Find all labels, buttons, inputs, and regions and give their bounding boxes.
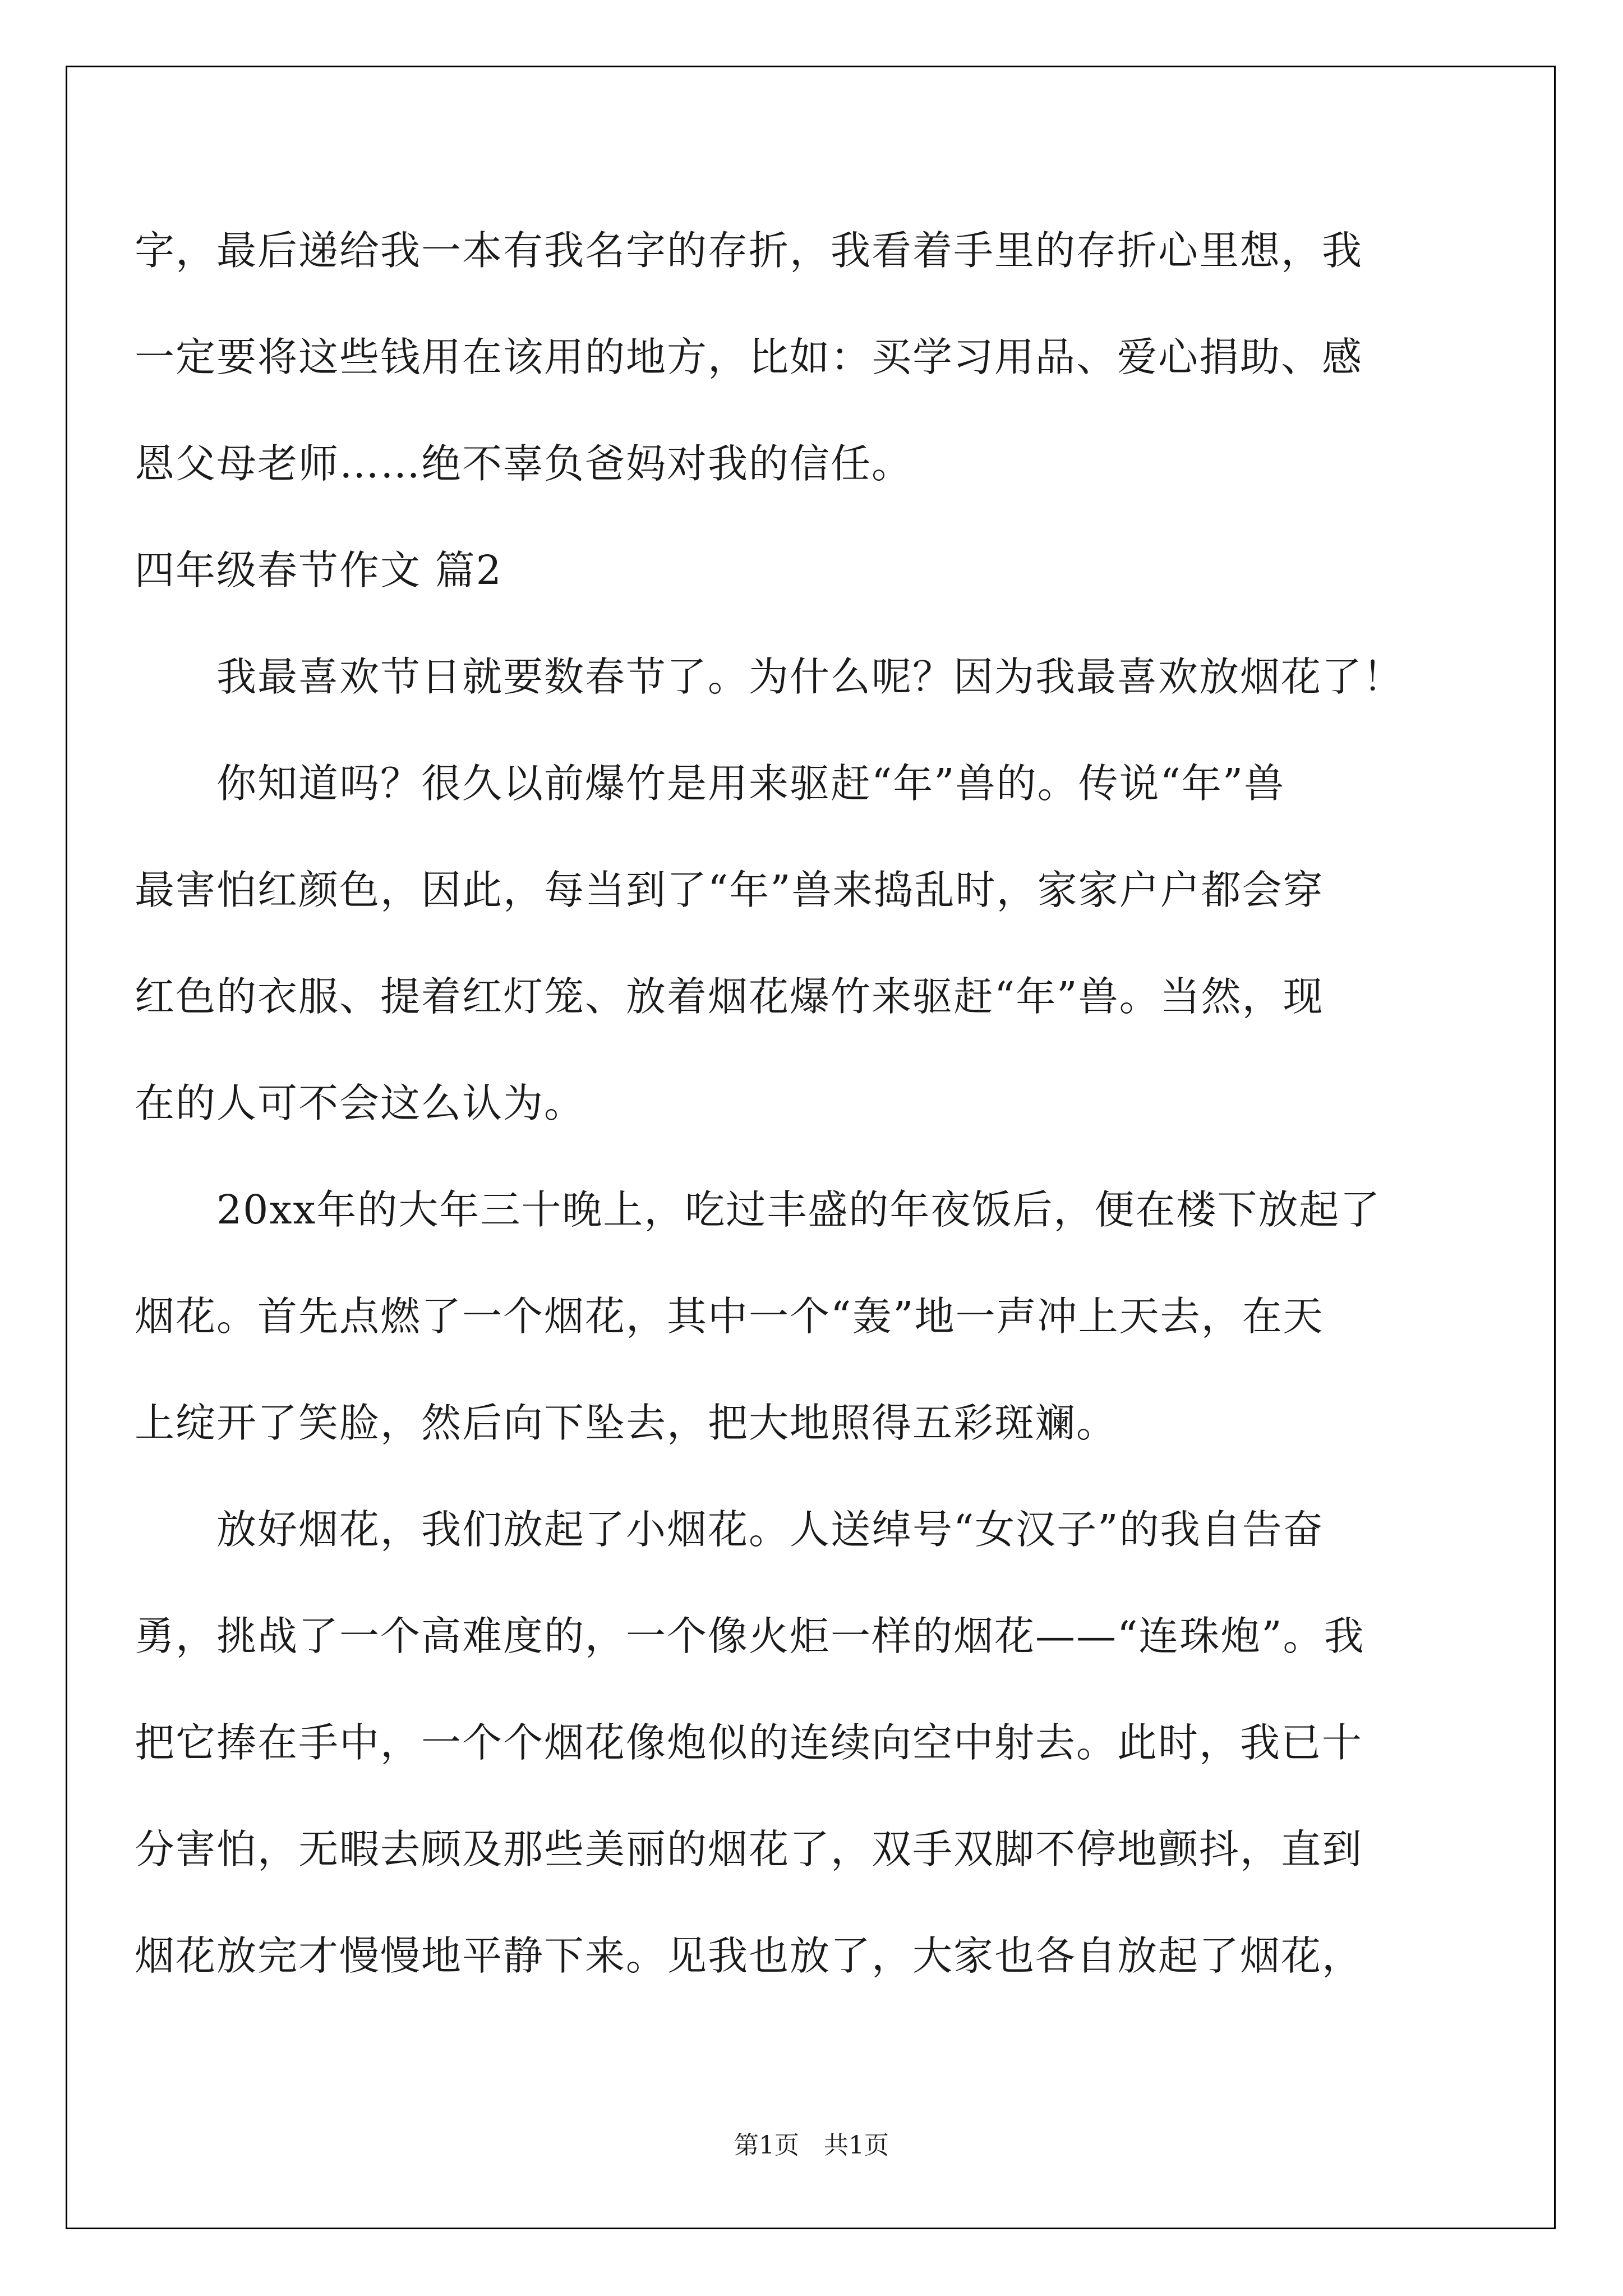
page-border [66,66,1556,2229]
text-line: 恩父母老师……绝不辜负爸妈对我的信任。 [135,440,913,487]
text-line: 红色的衣服、提着红灯笼、放着烟花爆竹来驱赶“年”兽。当然，现 [135,973,1324,1020]
paragraph-start: 我最喜欢节日就要数春节了。为什么呢？因为我最喜欢放烟花了！ [216,654,1404,700]
paragraph-start: 20xx年的大年三十晚上，吃过丰盛的年夜饭后，便在楼下放起了 [216,1186,1381,1233]
text-line: 上绽开了笑脸，然后向下坠去，把大地照得五彩斑斓。 [135,1400,1118,1446]
text-line: 在的人可不会这么认为。 [135,1080,585,1126]
text-line: 分害怕，无暇去顾及那些美丽的烟花了，双手双脚不停地颤抖，直到 [135,1826,1363,1872]
page-footer: 第1页 共1页 [734,2131,889,2160]
text-line: 一定要将这些钱用在该用的地方，比如：买学习用品、爱心捐助、感 [135,334,1363,380]
text-line: 字，最后递给我一本有我名字的存折，我看着手里的存折心里想，我 [135,227,1363,274]
text-line: 最害怕红颜色，因此，每当到了“年”兽来捣乱时，家家户户都会穿 [135,867,1324,913]
paragraph-start: 你知道吗？很久以前爆竹是用来驱赶“年”兽的。传说“年”兽 [216,760,1285,807]
paragraph-start: 放好烟花，我们放起了小烟花。人送绰号“女汉子”的我自告奋 [216,1506,1324,1553]
text-line: 勇，挑战了一个高难度的，一个像火炬一样的烟花——“连珠炮”。我 [135,1613,1365,1659]
text-line: 烟花。首先点燃了一个烟花，其中一个“轰”地一声冲上天去，在天 [135,1293,1324,1340]
section-heading: 四年级春节作文 篇2 [135,547,502,593]
text-line: 把它捧在手中，一个个烟花像炮似的连续向空中射去。此时，我已十 [135,1719,1363,1766]
text-line: 烟花放完才慢慢地平静下来。见我也放了，大家也各自放起了烟花， [135,1932,1363,1979]
